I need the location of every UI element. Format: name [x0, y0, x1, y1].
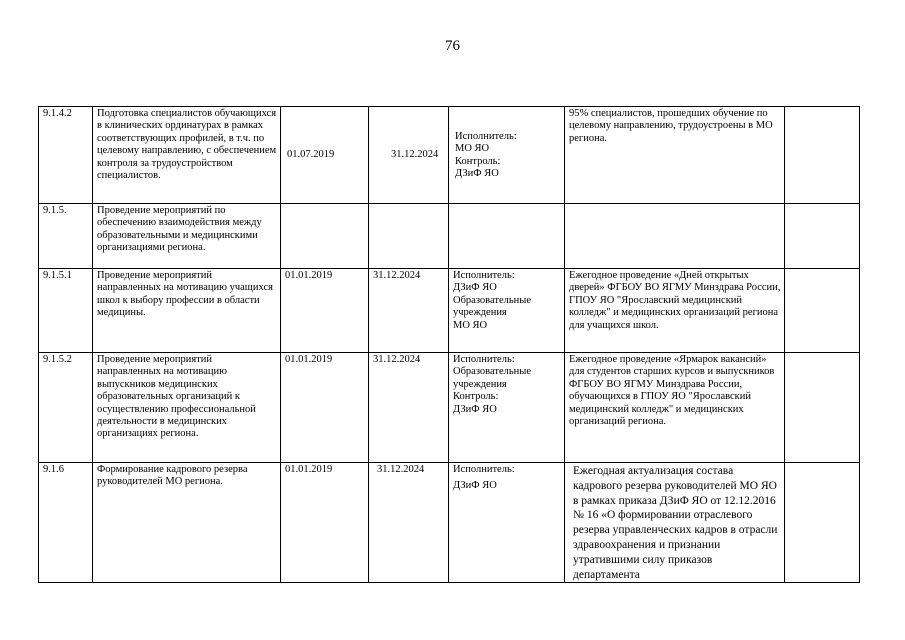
responsible — [449, 269, 565, 353]
responsible-line: Исполнитель: — [455, 130, 517, 142]
activity-name: Проведение мероприятий направленных на мотивацию выпускников медицинских образовательных организаций к осуществлению профессиональной деятельности в медицинских организациях региона. — [93, 353, 281, 463]
responsible-line: МО ЯО — [455, 143, 490, 155]
note-cell — [785, 463, 860, 583]
responsible-line: Контроль: — [455, 155, 501, 167]
page-number: 76 — [445, 38, 460, 54]
expected-result: 95% специалистов, прошедших обучение по целевому направлению, трудоустроены в МО региона. — [565, 107, 785, 204]
responsible-line: ДЗиФ ЯО — [455, 167, 499, 179]
responsible-line: ДЗиФ ЯО — [453, 403, 497, 415]
expected-result: Ежегодное проведение «Ярмарок вакансий» для студентов старших курсов и выпускников ФГБОУ ВО ЯГМУ Минздрава России, обучающихся в ГПОУ ЯО "Ярославский медицинский колледж" и медицинских организаций региона. — [565, 353, 785, 463]
responsible-line: ДЗиФ ЯО — [453, 282, 497, 294]
end-date: 31.12.2024 — [369, 353, 449, 463]
row-number: 9.1.6 — [39, 463, 93, 583]
note-cell — [785, 353, 860, 463]
action-plan-table — [38, 106, 860, 583]
table-row — [39, 204, 860, 269]
end-date: 31.12.2024 — [369, 269, 449, 353]
responsible — [449, 107, 565, 204]
responsible — [449, 463, 565, 583]
start-date: 01.01.2019 — [281, 353, 369, 463]
start-date: 01.01.2019 — [281, 269, 369, 353]
responsible-line: МО ЯО — [453, 319, 488, 331]
table-row — [39, 269, 860, 353]
expected-result: Ежегодное проведение «Дней открытых дверей» ФГБОУ ВО ЯГМУ Минздрава России, ГПОУ ЯО "Ярославский медицинский колледж" и медицинских организаций региона для учащихся школ. — [565, 269, 785, 353]
responsible-line: Исполнитель: — [453, 270, 515, 281]
row-number: 9.1.5.2 — [39, 353, 93, 463]
responsible-line: Контроль: — [453, 391, 499, 403]
activity-name: Проведение мероприятий направленных на мотивацию учащихся школ к выбору профессии в области медицины. — [93, 269, 281, 353]
responsible-line: Образовательные учреждения — [453, 294, 531, 319]
note-cell — [785, 204, 860, 269]
table-row — [39, 353, 860, 463]
start-date — [281, 204, 369, 269]
end-date: 31.12.2024 — [369, 463, 449, 583]
responsible — [449, 204, 565, 269]
responsible-line: Образовательные учреждения — [453, 366, 531, 390]
responsible — [449, 353, 565, 463]
responsible-line: Исполнитель: — [453, 354, 515, 365]
row-number: 9.1.5. — [39, 204, 93, 269]
activity-name: Подготовка специалистов обучающихся в клинических ординатурах в рамках соответствующих профилей, в т.ч. по целевому направлению, с обеспечением контроля за трудоустройством специалистов. — [93, 107, 281, 204]
activity-name: Формирование кадрового резерва руководителей МО региона. — [93, 463, 281, 583]
row-number: 9.1.5.1 — [39, 269, 93, 353]
responsible-line: Исполнитель: — [453, 464, 515, 475]
start-date: 01.01.2019 — [281, 463, 369, 583]
responsible-line: ДЗиФ ЯО — [453, 480, 497, 492]
note-cell — [785, 107, 860, 204]
start-date: 01.07.2019 — [281, 107, 369, 204]
end-date: 31.12.2024 — [369, 107, 449, 204]
table-row — [39, 463, 860, 583]
row-number: 9.1.4.2 — [39, 107, 93, 204]
table-row — [39, 107, 860, 204]
activity-name: Проведение мероприятий по обеспечению взаимодействия между образовательными и медицинскими организациями региона. — [93, 204, 281, 269]
expected-result — [565, 204, 785, 269]
note-cell — [785, 269, 860, 353]
expected-result: Ежегодная актуализация состава кадрового резерва руководителей МО ЯО в рамках приказа ДЗиФ ЯО от 12.12.2016 № 16 «О формировании отраслевого резерва управленческих кадров в отрасли здравоохранения и признании утратившими силу приказов департамента — [565, 463, 785, 583]
end-date — [369, 204, 449, 269]
